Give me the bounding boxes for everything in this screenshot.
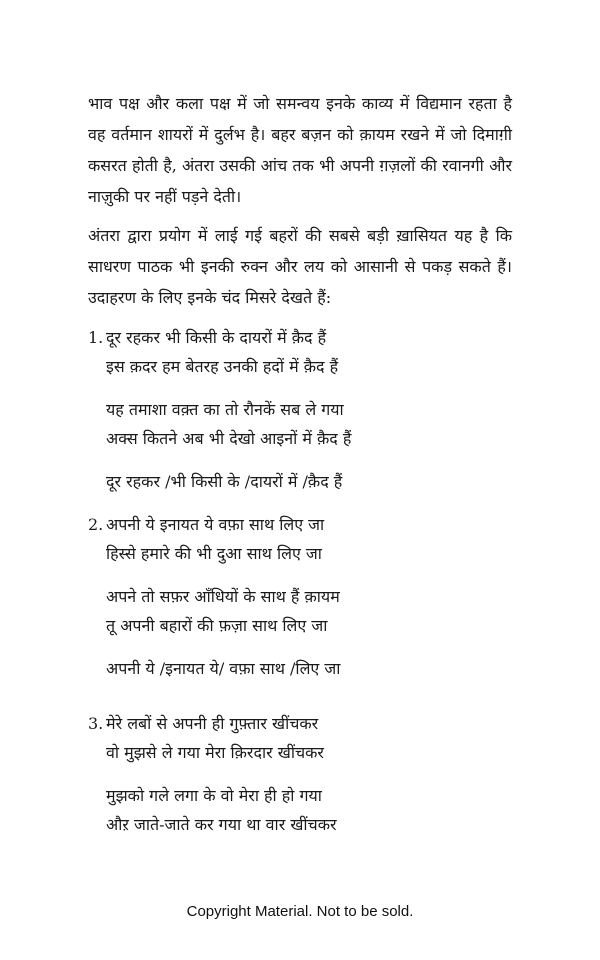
verse-line: अपनी ये इनायत ये वफ़ा साथ लिए जा — [106, 515, 325, 534]
verse-line: वो मुझसे ले गया मेरा क़िरदार खींचकर — [106, 743, 324, 762]
scansion-line: दूर रहकर /भी किसी के /दायरों में /क़ैद हैं — [106, 472, 343, 491]
example-item-3 — [88, 709, 512, 839]
verse-line: मुझको गले लगा के वो मेरा ही हो गया — [106, 786, 322, 805]
verse-line: तू अपनी बहारों की फ़ज़ा साथ लिए जा — [106, 616, 328, 635]
couplet — [106, 781, 512, 839]
verse-line: दूर रहकर भी किसी के दायरों में क़ैद हैं — [106, 328, 327, 347]
example-list — [88, 323, 512, 839]
example-number: 2. — [88, 515, 104, 534]
verse-line: यह तमाशा वक़्त का तो रौनकें सब ले गया — [106, 400, 344, 419]
couplet — [106, 323, 512, 381]
scansion — [106, 654, 512, 683]
example-number: 1. — [88, 328, 104, 347]
verse-line: हिस्से हमारे की भी दुआ साथ लिए जा — [106, 544, 322, 563]
paragraph-intro: भाव पक्ष और कला पक्ष में जो समन्वय इनके काव्य में विद्यमान रहता है वह वर्तमान शायरों में दुर्लभ है। बहर बज़न को क़ायम रखने में जो दिमाग़ी कसरत होती है, अंतरा उसकी आंच तक भी अपनी ग़ज़लों की रवानगी और नाज़ुकी पर नहीं पड़ने देती। — [88, 94, 512, 206]
couplet — [106, 510, 512, 568]
example-item-2 — [88, 510, 512, 683]
verse-line: इस क़दर हम बेतरह उनकी हदों में क़ैद हैं — [106, 357, 339, 376]
couplet — [106, 582, 512, 640]
scansion-line: अपनी ये /इनायत ये/ वफ़ा साथ /लिए जा — [106, 659, 341, 678]
page-content — [88, 88, 512, 839]
verse-line: औऱ जाते-जाते कर गया था वार खींचकर — [106, 815, 337, 834]
verse-line: मेरे लबों से अपनी ही गुफ़्तार खींचकर — [106, 714, 319, 733]
couplet — [106, 709, 512, 767]
paragraph-meter: अंतरा द्वारा प्रयोग में लाई गई बहरों की सबसे बड़ी ख़ासियत यह है कि साधरण पाठक भी इनकी रुक्न और लय को आसानी से पकड़ सकते हैं। उदाहरण के लिए इनके चंद मिसरे देखते हैं: — [88, 226, 512, 307]
scansion — [106, 467, 512, 496]
couplet — [106, 395, 512, 453]
verse-line: अक्स कितने अब भी देखो आइनों में क़ैद हैं — [106, 429, 352, 448]
verse-line: अपने तो सफ़र आँधियों के साथ हैं क़ायम — [106, 587, 340, 606]
example-item-1 — [88, 323, 512, 496]
example-number: 3. — [88, 714, 104, 733]
copyright-footer: Copyright Material. Not to be sold. — [186, 903, 414, 920]
